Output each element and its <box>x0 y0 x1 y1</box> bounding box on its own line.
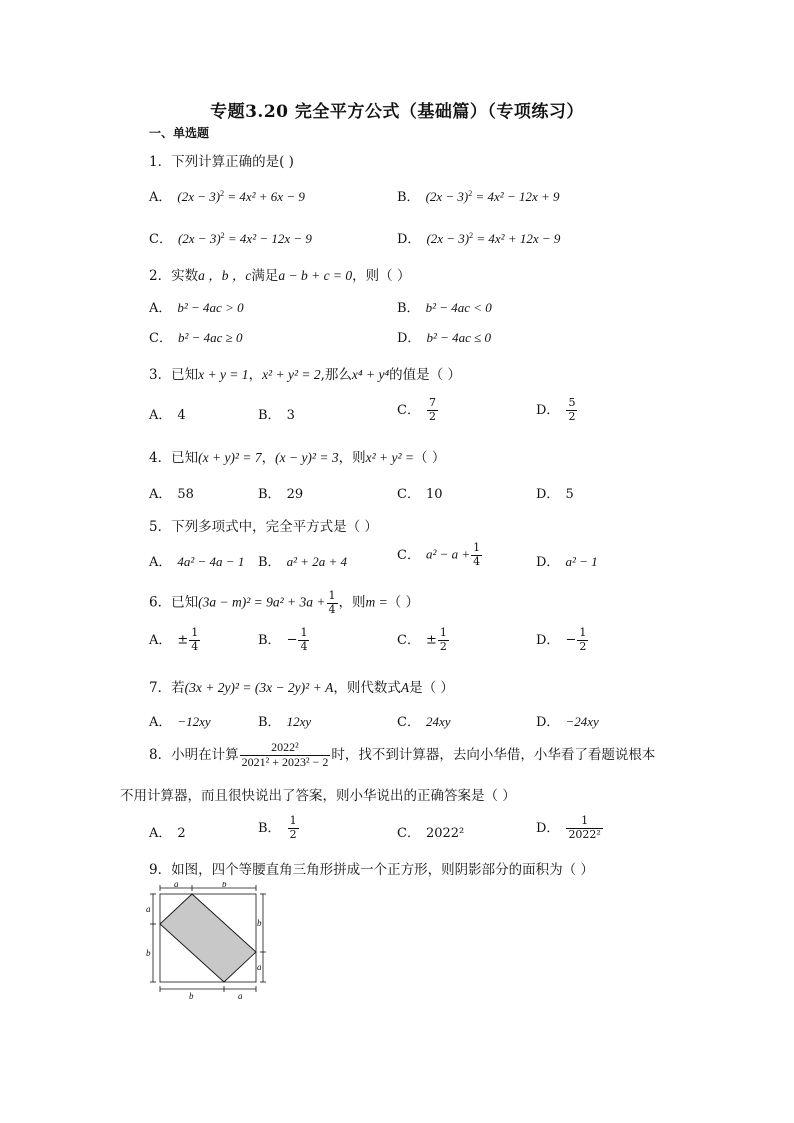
q3-option-d: D． $\frac{5}{2}$ <box>536 396 576 423</box>
q1-option-d: D． $(2x - 3)^2 = 4x^2 + 12x - 9$ <box>397 231 561 247</box>
q2-option-b: B． b² − 4ac < 0 <box>397 300 492 316</box>
q8-option-a: A． 2 <box>149 826 186 841</box>
fraction: $\frac{1}{4}$ <box>300 626 308 653</box>
q3-option-b: B． 3 <box>258 408 295 423</box>
fraction: $\frac{1}{2}$ <box>579 626 587 653</box>
q2-option-a: A． b² − 4ac > 0 <box>149 300 244 316</box>
q5-option-d: D． a² − 1 <box>536 554 598 570</box>
q8-option-b: B． $\frac{1}{2}$ <box>258 814 297 841</box>
fig-label-left-a: a <box>146 904 151 914</box>
question-3-stem: 3．已知x + y = 1，x² + y² = 2,那么x⁴ + y⁴的值是（ ） <box>149 367 461 383</box>
q3-option-a: A． 4 <box>149 408 186 423</box>
fig-label-top-a: a <box>174 882 179 889</box>
question-7-stem: 7．若(3x + 2y)² = (3x − 2y)² + A，则代数式A是（ ） <box>149 680 454 696</box>
q1-option-b: B． $(2x - 3)^2 = 4x^2 - 12x + 9$ <box>397 189 560 205</box>
question-6-stem: 6．已知(3a − m)² = 9a² + 3a + $\frac{1}{4}$ ，则m =（ ） <box>149 589 420 616</box>
q9-figure <box>146 882 272 1000</box>
q8-option-d: D． $\frac{1}{\text{2022²}}$ <box>536 814 601 841</box>
q5-option-a: A． 4a² − 4a − 1 <box>149 554 245 570</box>
q4-option-a: A． 58 <box>149 487 194 502</box>
question-5-stem: 5．下列多项式中，完全平方式是（ ） <box>149 519 378 535</box>
fig-label-bottom-b: b <box>189 991 194 1000</box>
q1-option-a: A． $(2x - 3)^2 = 4x^2 + 6x - 9$ <box>149 189 305 205</box>
question-2-stem: 2．实数a ，b ，c满足a − b + c = 0，则（ ） <box>149 268 411 284</box>
q4-option-d: D． 5 <box>536 487 574 502</box>
question-1-stem: 1．下列计算正确的是( ) <box>149 154 294 170</box>
fraction: $\frac{1}{4}$ <box>473 541 481 568</box>
fig-label-left-b: b <box>146 948 151 958</box>
q6-option-b: B． − $\frac{1}{4}$ <box>258 626 308 653</box>
fraction: $\frac{5}{2}$ <box>568 396 576 423</box>
question-8-stem-line2: 不用计算器，而且很快说出了答案，则小华说出的正确答案是（ ） <box>120 788 516 804</box>
q5-option-b: B． a² + 2a + 4 <box>258 554 348 570</box>
fraction: $\frac{1}{4}$ <box>328 589 336 616</box>
question-9-stem: 9．如图，四个等腰直角三角形拼成一个正方形，则阴影部分的面积为（ ） <box>149 862 594 878</box>
fraction: $\frac{1}{2}$ <box>439 626 447 653</box>
q6-option-d: D． − $\frac{1}{2}$ <box>536 626 587 653</box>
q4-option-b: B． 29 <box>258 487 304 502</box>
section-heading: 一、单选题 <box>149 126 210 140</box>
q4-option-c: C． 10 <box>397 487 443 502</box>
shaded-rectangle <box>160 894 256 982</box>
fig-label-right-b: b <box>257 918 262 928</box>
q7-option-b: B． 12xy <box>258 714 312 730</box>
fig-label-right-a: a <box>257 962 262 972</box>
q1-option-c: C． $(2x - 3)^2 = 4x^2 - 12x - 9$ <box>149 231 312 247</box>
q3-option-c: C． $\frac{7}{2}$ <box>397 396 436 423</box>
fraction: $\frac{1}{2}$ <box>289 814 297 841</box>
page-title: 专题3.20 完全平方公式（基础篇）（专项练习） <box>210 102 584 122</box>
q7-option-d: D． −24xy <box>536 714 599 730</box>
fraction: $\frac{7}{2}$ <box>428 396 436 423</box>
fraction: $\frac{\text{2022²}}{\text{2021² + 2023² − 2}}$ <box>241 740 329 769</box>
q6-option-c: C． ± $\frac{1}{2}$ <box>397 626 447 653</box>
fig-label-bottom-a: a <box>238 991 243 1000</box>
q6-option-a: A． ± $\frac{1}{4}$ <box>149 626 199 653</box>
fig-label-top-b: b <box>222 882 227 889</box>
q8-option-c: C． 2022² <box>397 826 465 841</box>
q7-option-c: C． 24xy <box>397 714 451 730</box>
fraction: $\frac{1}{4}$ <box>191 626 199 653</box>
q7-option-a: A． −12xy <box>149 714 211 730</box>
q2-option-d: D． b² − 4ac ≤ 0 <box>397 330 492 346</box>
question-8-stem: 8．小明在计算 $\frac{\text{2022²}}{\text{2021² + 2023² − 2}}$ 时，找不到计算器，去向小华借，小华看了看题说根本 <box>149 740 656 769</box>
fraction: $\frac{1}{\text{2022²}}$ <box>568 814 601 841</box>
q2-option-c: C． b² − 4ac ≥ 0 <box>149 330 243 346</box>
q5-option-c: C． a² − a + $\frac{1}{4}$ <box>397 541 481 568</box>
question-4-stem: 4．已知(x + y)² = 7，(x − y)² = 3，则x² + y² =（ ） <box>149 450 446 466</box>
